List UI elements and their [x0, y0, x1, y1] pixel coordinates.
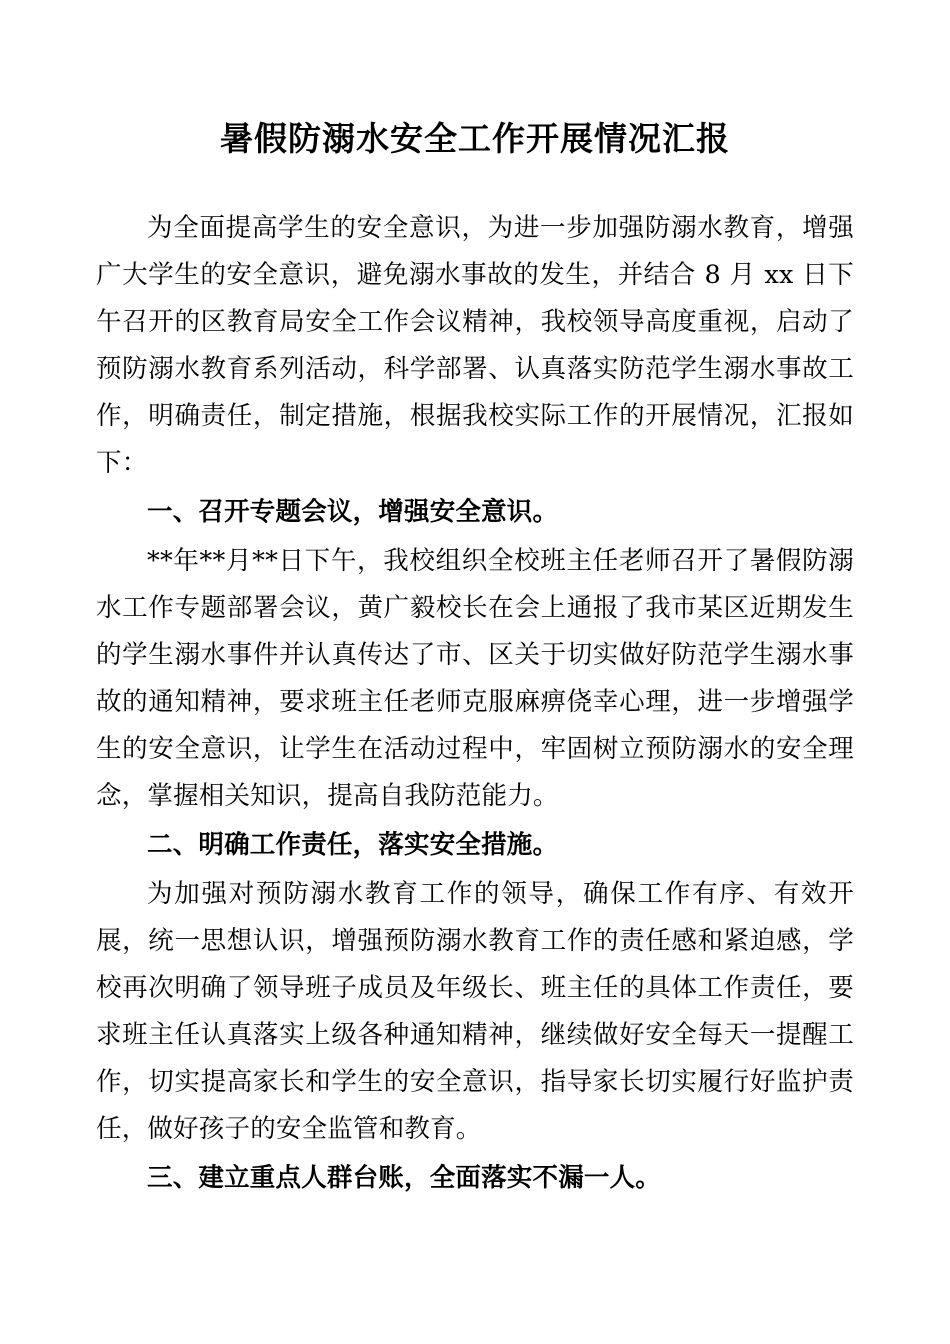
section-heading-3: 三、建立重点人群台账，全面落实不漏一人。 [147, 1162, 662, 1193]
section-heading-2: 二、明确工作责任，落实安全措施。 [147, 829, 559, 860]
section-heading-1: 一、召开专题会议，增强安全意识。 [147, 496, 559, 527]
body-paragraph: 为全面提高学生的安全意识，为进一步加强防溺水教育，增强广大学生的安全意识，避免溺水事故的发生，并结合 8 月 xx 日下午召开的区教育局安全工作会议精神，我校领导高度重视，启动了预防溺水教育系列活动，科学部署、认真落实防范学生溺水事故工作，明确责任，制定措施，根据我校实际工作的开展情况，汇报如下： [96, 212, 854, 478]
page-title: 暑假防溺水安全工作开展情况汇报 [220, 119, 730, 158]
body-paragraph: **年**月**日下午，我校组织全校班主任老师召开了暑假防溺水工作专题部署会议，黄广毅校长在会上通报了我市某区近期发生的学生溺水事件并认真传达了市、区关于切实做好防范学生溺水事故的通知精神，要求班主任老师克服麻痹侥幸心理，进一步增强学生的安全意识，让学生在活动过程中，牢固树立预防溺水的安全理念，掌握相关知识，提高自我防范能力。 [96, 545, 854, 811]
body-paragraph: 为加强对预防溺水教育工作的领导，确保工作有序、有效开展，统一思想认识，增强预防溺水教育工作的责任感和紧迫感，学校再次明确了领导班子成员及年级长、班主任的具体工作责任，要求班主任认真落实上级各种通知精神，继续做好安全每天一提醒工作，切实提高家长和学生的安全意识，指导家长切实履行好监护责任，做好孩子的安全监管和教育。 [96, 878, 854, 1144]
